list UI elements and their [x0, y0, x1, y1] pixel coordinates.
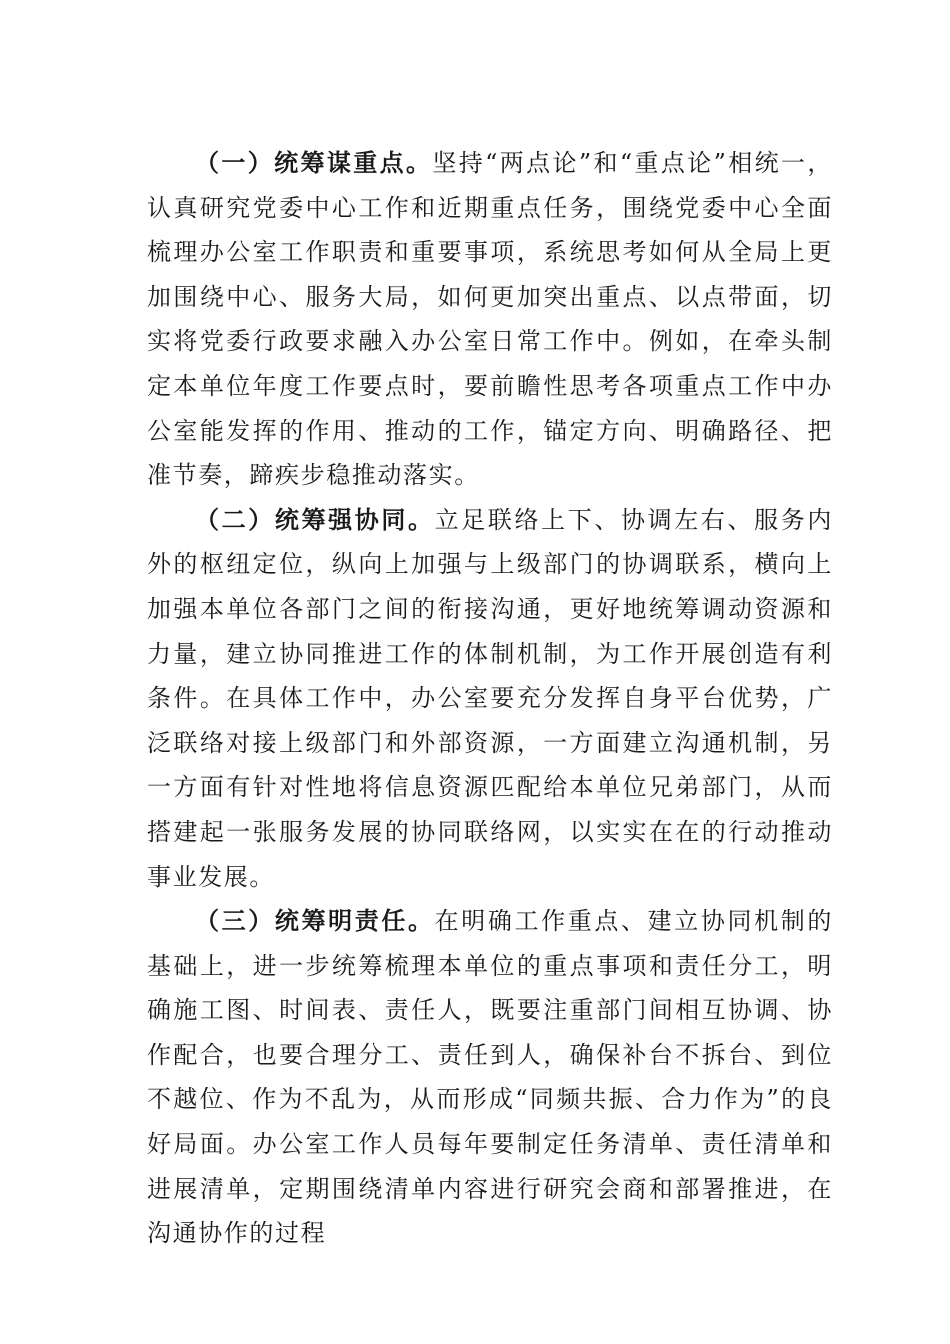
- paragraph-2: [147, 498, 833, 899]
- paragraph-2-body: 立足联络上下、协调左右、服务内外的枢纽定位，纵向上加强与上级部门的协调联系，横向上加强本单位各部门之间的衔接沟通，更好地统筹调动资源和力量，建立协同推进工作的体制机制，为工作开展创造有利条件。在具体工作中，办公室要充分发挥自身平台优势，广泛联络对接上级部门和外部资源，一方面建立沟通机制，另一方面有针对性地将信息资源匹配给本单位兄弟部门，从而搭建起一张服务发展的协同联络网，以实实在在的行动推动事业发展。: [147, 505, 834, 891]
- paragraph-1: [147, 141, 833, 498]
- paragraph-3-heading: （三）统筹明责任。: [195, 906, 435, 936]
- paragraph-2-heading: （二）统筹强协同。: [195, 504, 435, 534]
- document-page: [147, 141, 833, 1256]
- paragraph-3-body: 在明确工作重点、建立协同机制的基础上，进一步统筹梳理本单位的重点事项和责任分工，明确施工图、时间表、责任人，既要注重部门间相互协调、协作配合，也要合理分工、责任到人，确保补台不拆台、到位不越位、作为不乱为，从而形成“同频共振、合力作为”的良好局面。办公室工作人员每年要制定任务清单、责任清单和进展清单，定期围绕清单内容进行研究会商和部署推进，在沟通协作的过程: [147, 907, 834, 1248]
- paragraph-1-heading: （一）统筹谋重点。: [195, 148, 433, 177]
- paragraph-1-body: 坚持“两点论”和“重点论”相统一，认真研究党委中心工作和近期重点任务，围绕党委中心全面梳理办公室工作职责和重要事项，系统思考如何从全局上更加围绕中心、服务大局，如何更加突出重点、以点带面，切实将党委行政要求融入办公室日常工作中。例如，在牵头制定本单位年度工作要点时，要前瞻性思考各项重点工作中办公室能发挥的作用、推动的工作，锚定方向、明确路径、把准节奏，蹄疾步稳推动落实。: [147, 149, 833, 490]
- paragraph-3: [147, 899, 833, 1256]
